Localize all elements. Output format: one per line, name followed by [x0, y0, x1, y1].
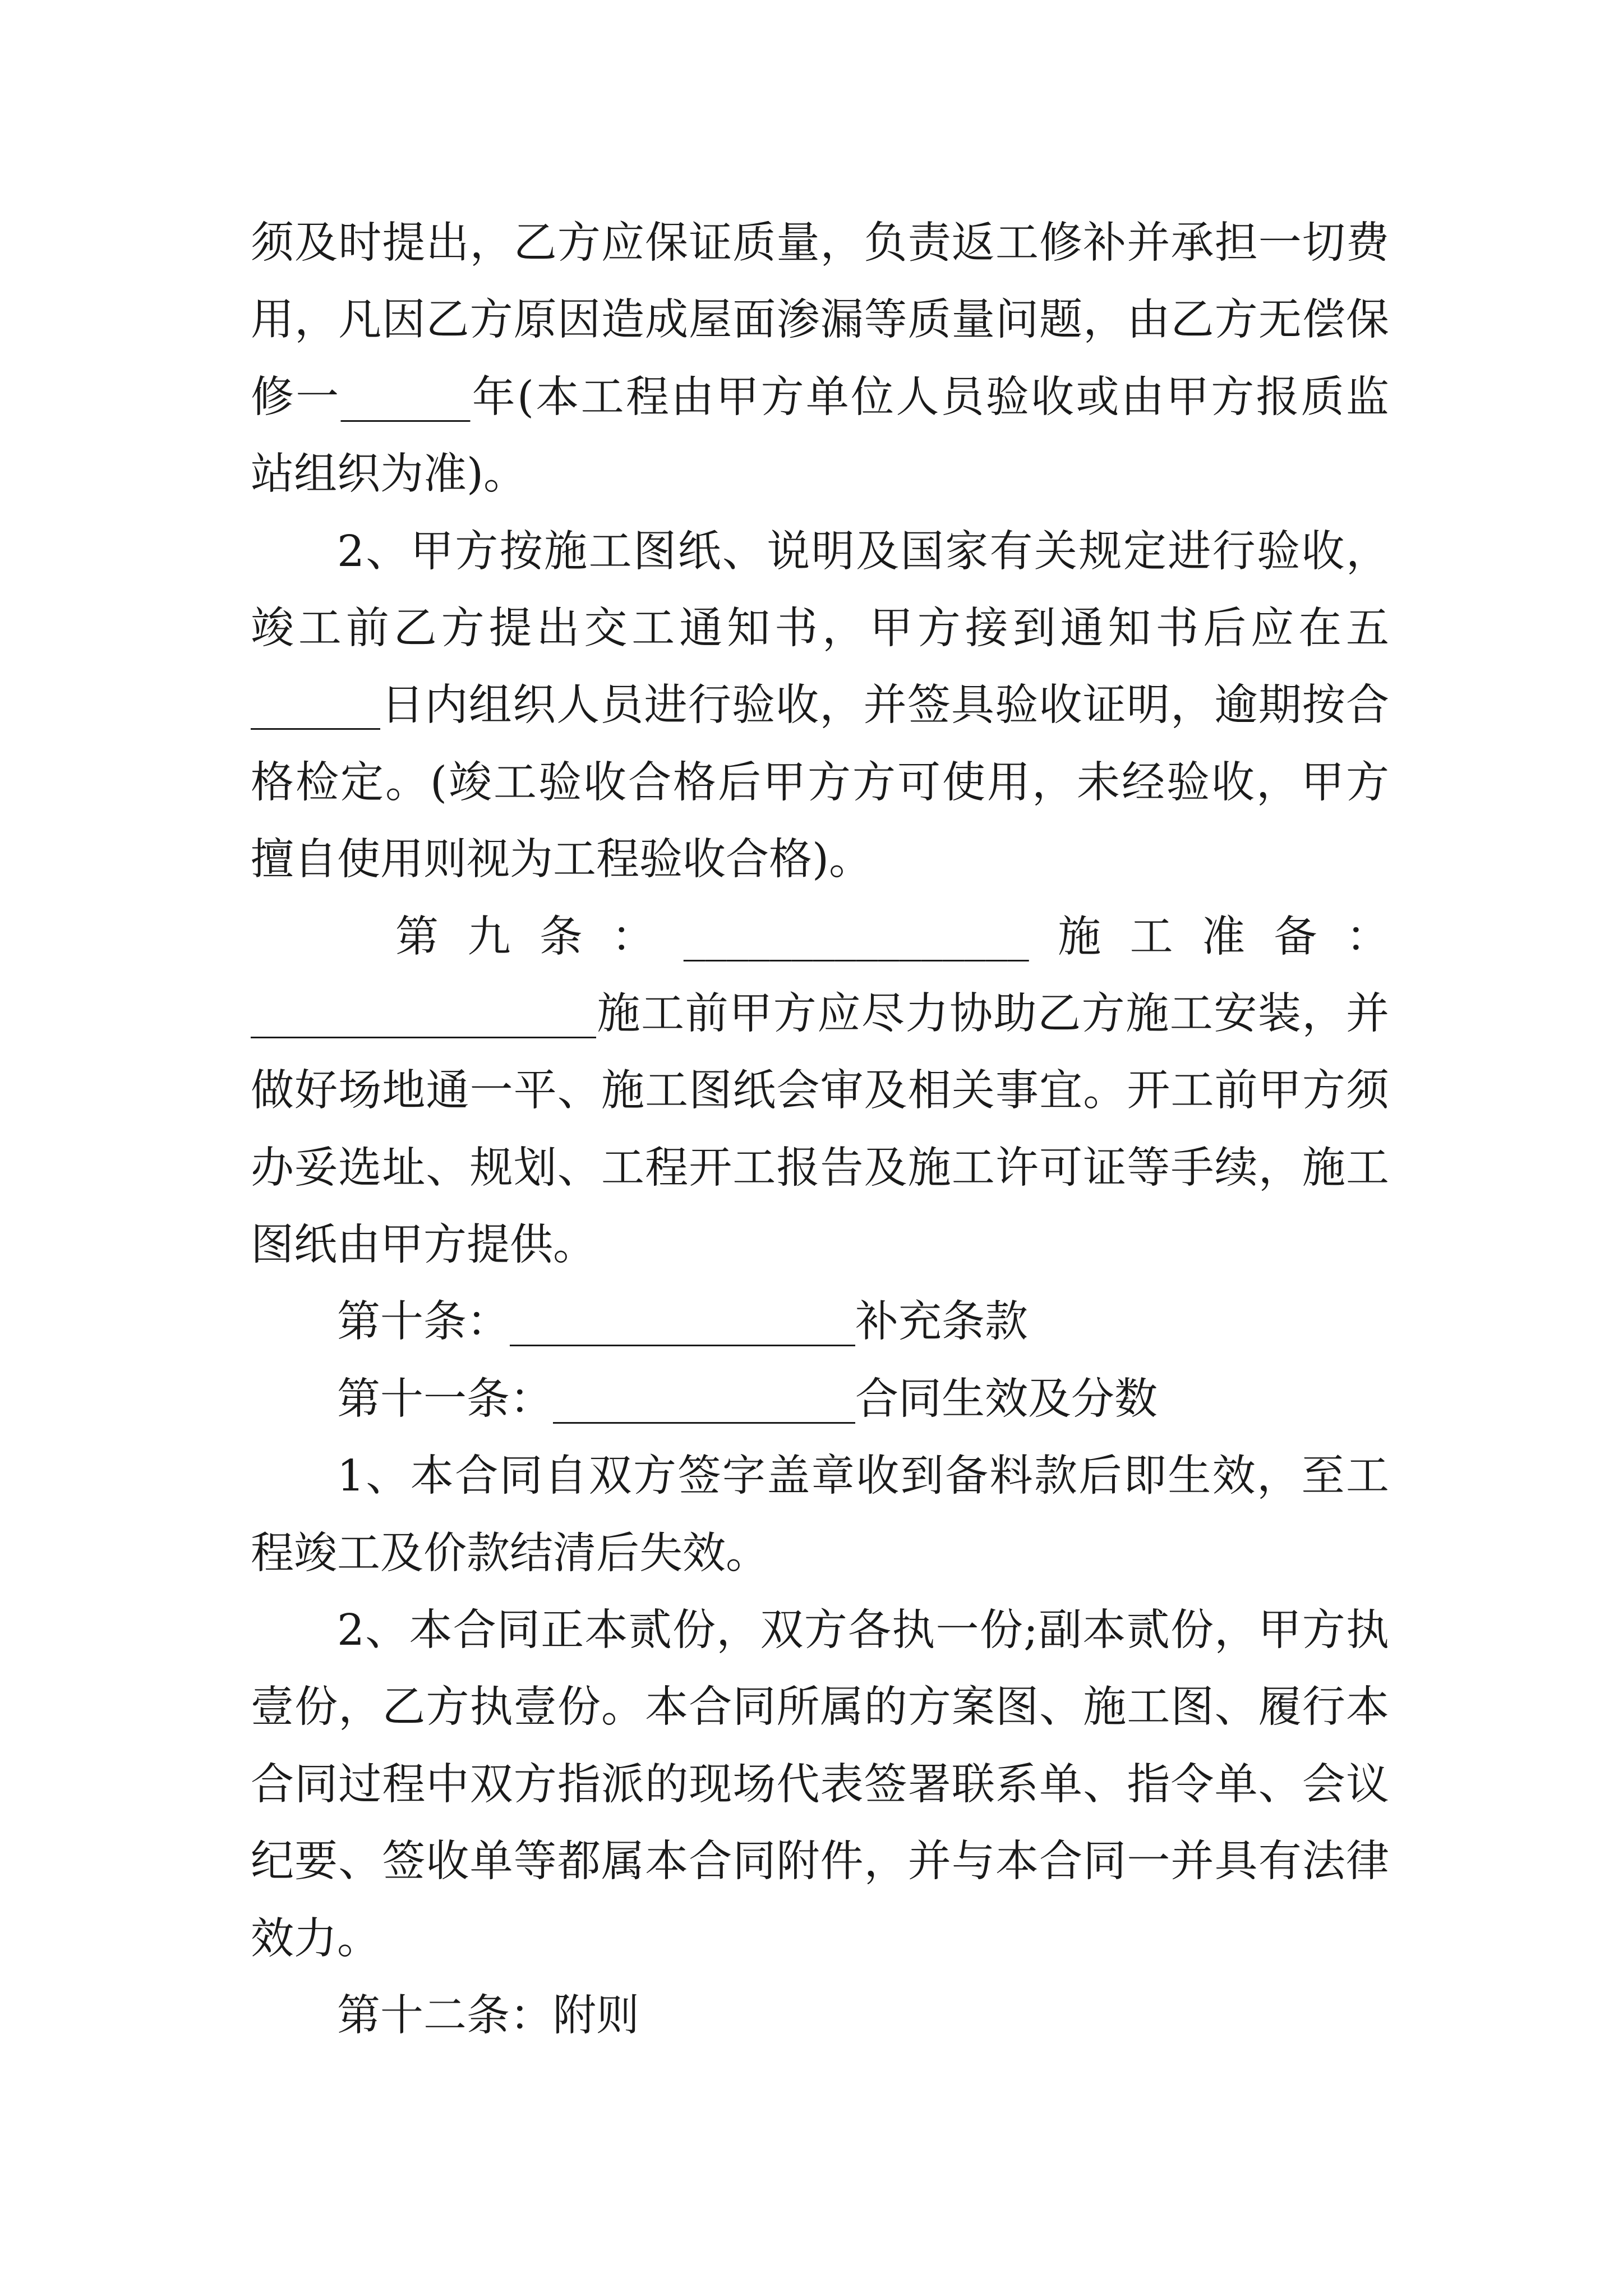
paragraph-line: 擅自使用则视为工程验收合格)。 [251, 835, 873, 885]
paragraph-line: ________________施工前甲方应尽力协助乙方施工安装，并 [251, 988, 1389, 1039]
paragraph-line: 格检定。(竣工验收合格后甲方方可使用，未经验收，甲方 [251, 757, 1389, 808]
paragraph-line: 竣工前乙方提出交工通知书，甲方接到通知书后应在五 [251, 603, 1389, 654]
article-12-heading: 第十二条：附则 [337, 1990, 639, 2041]
article-heading-line: 第九条：________________施工准备： [395, 912, 1389, 962]
article-9-paragraph [251, 899, 1389, 1284]
paragraph-line: 纪要、签收单等都属本合同附件，并与本合同一并具有法律 [251, 1837, 1389, 1887]
paragraph-line: 站组织为准)。 [251, 449, 527, 500]
article-11-item-1 [251, 1438, 1389, 1592]
article-11-heading: 第十一条：______________合同生效及分数 [337, 1374, 1158, 1424]
paragraph-line: 程竣工及价款结清后失效。 [251, 1528, 769, 1579]
acceptance-paragraph [251, 513, 1389, 899]
article-10-heading: 第十条：________________补充条款 [337, 1297, 1028, 1347]
warranty-paragraph [251, 205, 1389, 513]
article-11-item-2 [251, 1592, 1389, 1977]
paragraph-line: 须及时提出，乙方应保证质量，负责返工修补并承担一切费 [251, 218, 1389, 268]
paragraph-line: ______日内组织人员进行验收，并签具验收证明，逾期按合 [251, 680, 1389, 731]
document-body [251, 205, 1389, 2054]
paragraph-line: 壹份，乙方执壹份。本合同所属的方案图、施工图、履行本 [251, 1682, 1389, 1733]
paragraph-line: 1、本合同自双方签字盖章收到备料款后即生效，至工 [337, 1451, 1389, 1502]
paragraph-line: 办妥选址、规划、工程开工报告及施工许可证等手续，施工 [251, 1143, 1389, 1193]
paragraph-line: 效力。 [251, 1913, 380, 1964]
paragraph-line: 2、甲方按施工图纸、说明及国家有关规定进行验收， [337, 526, 1389, 577]
paragraph-line: 用，凡因乙方原因造成屋面渗漏等质量问题，由乙方无偿保 [251, 295, 1389, 346]
paragraph-line: 图纸由甲方提供。 [251, 1220, 596, 1271]
paragraph-line: 修一______年(本工程由甲方单位人员验收或由甲方报质监 [251, 372, 1389, 422]
paragraph-line: 做好场地通一平、施工图纸会审及相关事宜。开工前甲方须 [251, 1066, 1389, 1116]
paragraph-line: 合同过程中双方指派的现场代表签署联系单、指令单、会议 [251, 1759, 1389, 1810]
paragraph-line: 2、本合同正本贰份，双方各执一份;副本贰份，甲方执 [337, 1605, 1389, 1656]
